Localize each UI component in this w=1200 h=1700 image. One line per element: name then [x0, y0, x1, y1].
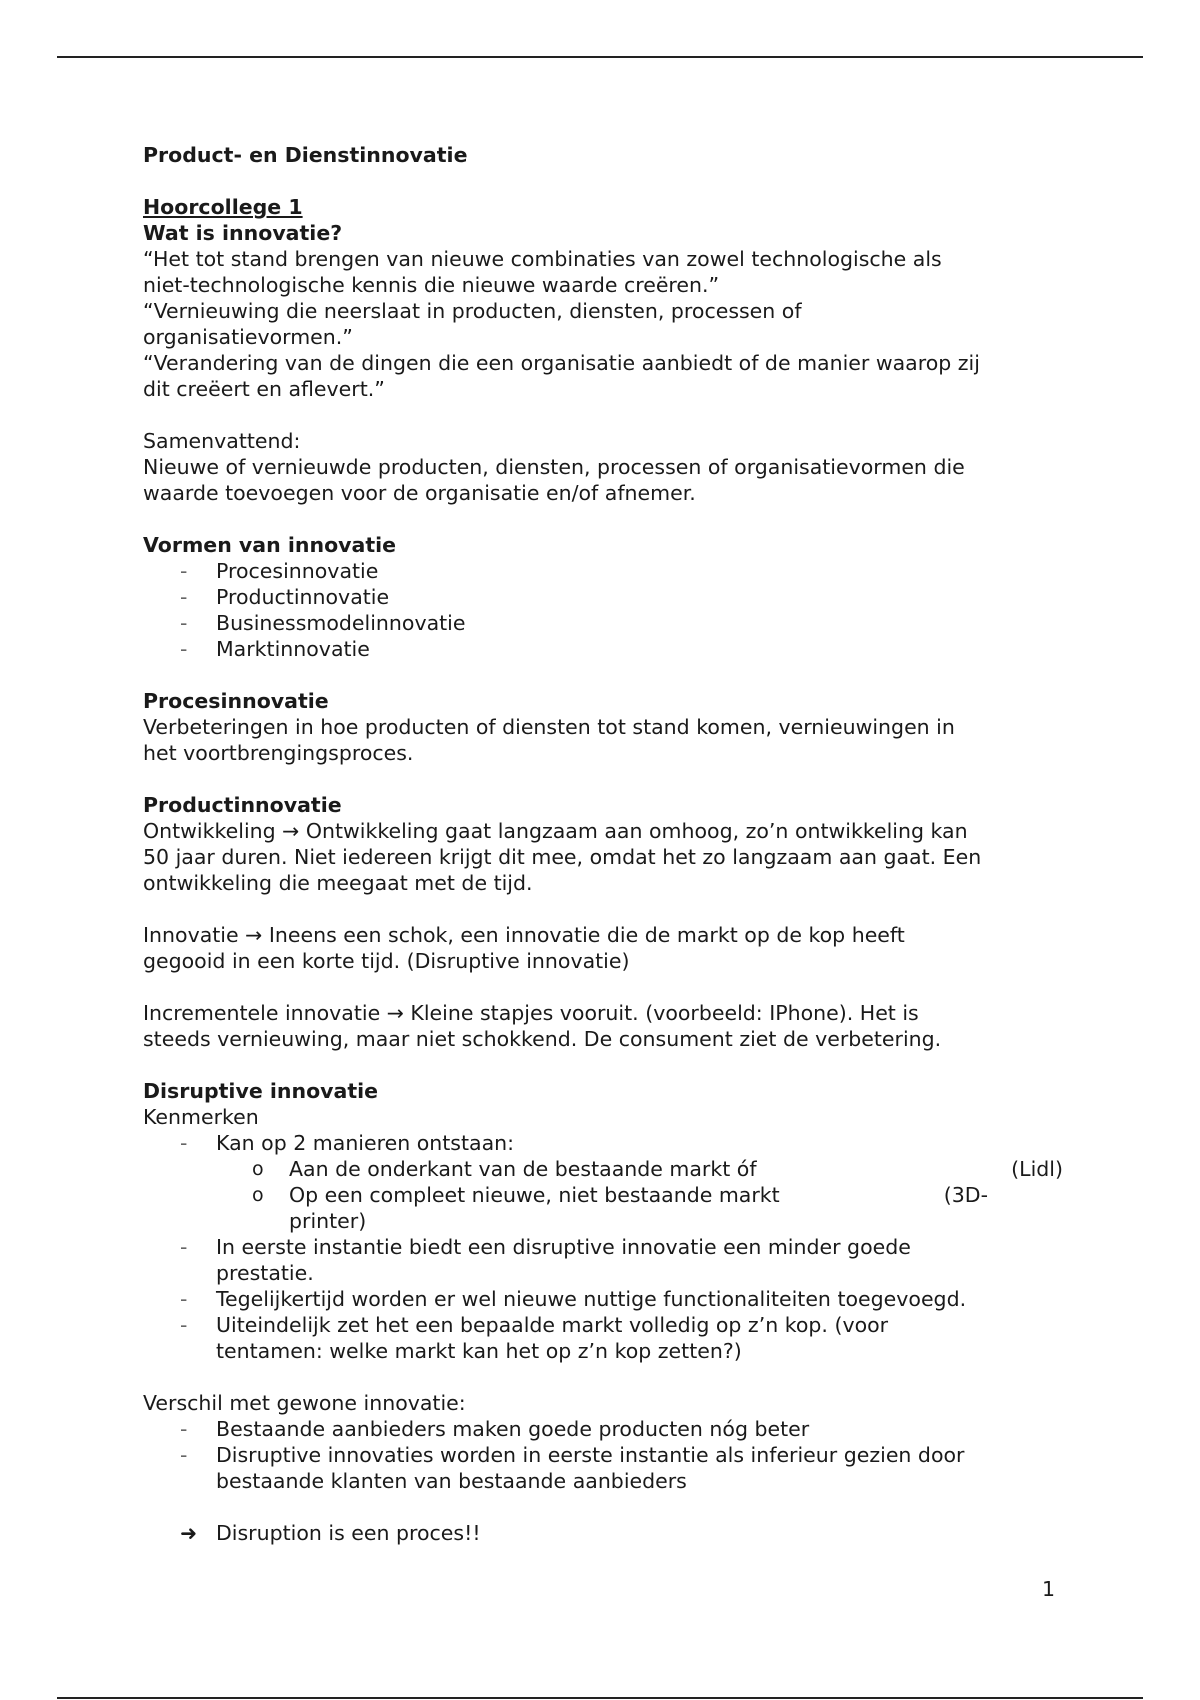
lecture-heading: Hoorcollege 1	[143, 195, 303, 219]
sub-list	[216, 1156, 1063, 1234]
list-item: - In eerste instantie biedt een disruptive innovatie een minder goede prestatie.	[180, 1235, 911, 1285]
disruptive-heading: Disruptive innovatie	[143, 1079, 379, 1103]
document-title: Product- en Dienstinnovatie	[143, 143, 468, 167]
product-p2-line-1: Innovatie → Ineens een schok, een innovatie die de markt op de kop heeft	[143, 923, 905, 947]
product-heading: Productinnovatie	[143, 793, 342, 817]
product-p1-line-2: 50 jaar duren. Niet iedereen krijgt dit mee, omdat het zo langzaam aan gaat. Een	[143, 845, 982, 869]
page-number: 1	[1042, 1577, 1056, 1601]
sub-list-item: o Op een compleet nieuwe, niet bestaande markt (3D- printer)	[252, 1183, 988, 1233]
dash-bullet-icon: -	[180, 611, 188, 635]
quote-1-line-2: niet-technologische kennis die nieuwe waarde creëren.”	[143, 273, 720, 297]
summary-line-1: Nieuwe of vernieuwde producten, diensten, processen of organisatievormen die	[143, 455, 965, 479]
list-item: - Procesinnovatie	[180, 559, 379, 583]
what-is-heading: Wat is innovatie?	[143, 221, 343, 245]
header-rule	[57, 56, 1143, 58]
quote-2-line-1: “Vernieuwing die neerslaat in producten, diensten, processen of	[143, 299, 802, 323]
sub-list-item: o Aan de onderkant van de bestaande markt óf (Lidl)	[252, 1157, 1063, 1181]
quote-3-line-2: dit creëert en aflevert.”	[143, 377, 385, 401]
disruptive-list	[143, 1130, 1063, 1364]
difference-label: Verschil met gewone innovatie:	[143, 1391, 466, 1415]
quote-3-line-1: “Verandering van de dingen die een organisatie aanbiedt of de manier waarop zij	[143, 351, 980, 375]
dash-bullet-icon: -	[180, 1287, 188, 1311]
list-item: - Businessmodelinnovatie	[180, 611, 466, 635]
list-item: - Disruptive innovaties worden in eerste instantie als inferieur gezien door bestaande klanten van bestaande aanbieders	[180, 1443, 965, 1493]
quote-1-line-1: “Het tot stand brengen van nieuwe combinaties van zowel technologische als	[143, 247, 942, 271]
dash-bullet-icon: -	[180, 559, 188, 583]
list-item: - Uiteindelijk zet het een bepaalde markt volledig op z’n kop. (voor tentamen: welke markt kan het op z’n kop zetten?)	[180, 1313, 889, 1363]
list-item: - Bestaande aanbieders maken goede producten nóg beter	[180, 1417, 810, 1441]
footer-rule	[57, 1697, 1143, 1699]
dash-bullet-icon: -	[180, 1417, 188, 1441]
arrow-right-icon: ➜	[180, 1521, 198, 1545]
dash-bullet-icon: -	[180, 1131, 188, 1155]
dash-bullet-icon: -	[180, 585, 188, 609]
process-line-2: het voortbrengingsproces.	[143, 741, 414, 765]
product-p1-line-3: ontwikkeling die meegaat met de tijd.	[143, 871, 533, 895]
summary-label: Samenvattend:	[143, 429, 301, 453]
product-p3-line-2: steeds vernieuwing, maar niet schokkend. De consument ziet de verbetering.	[143, 1027, 942, 1051]
circle-bullet-icon: o	[252, 1158, 264, 1180]
disruptive-label: Kenmerken	[143, 1105, 259, 1129]
forms-heading: Vormen van innovatie	[143, 533, 397, 557]
dash-bullet-icon: -	[180, 637, 188, 661]
example-note: (Lidl)	[1011, 1157, 1063, 1181]
list-item: - Tegelijkertijd worden er wel nieuwe nuttige functionaliteiten toegevoegd.	[180, 1287, 967, 1311]
document-body	[143, 142, 1063, 1546]
list-item: - Kan op 2 manieren ontstaan: o Aan de onderkant van de bestaande markt óf (Lidl) o Op een compleet nieuwe, niet bestaande markt (3D- printer)	[180, 1131, 1063, 1233]
process-heading: Procesinnovatie	[143, 689, 329, 713]
summary-line-2: waarde toevoegen voor de organisatie en/of afnemer.	[143, 481, 696, 505]
dash-bullet-icon: -	[180, 1313, 188, 1337]
product-p3-line-1: Incrementele innovatie → Kleine stapjes vooruit. (voorbeeld: IPhone). Het is	[143, 1001, 919, 1025]
difference-list	[143, 1416, 1063, 1494]
product-p1-line-1: Ontwikkeling → Ontwikkeling gaat langzaam aan omhoog, zo’n ontwikkeling kan	[143, 819, 968, 843]
list-item: - Marktinnovatie	[180, 637, 370, 661]
circle-bullet-icon: o	[252, 1184, 264, 1206]
dash-bullet-icon: -	[180, 1235, 188, 1259]
list-item: - Productinnovatie	[180, 585, 390, 609]
conclusion-line: ➜ Disruption is een proces!!	[180, 1521, 481, 1545]
example-note: (3D-	[943, 1183, 988, 1207]
forms-list	[143, 558, 1063, 662]
process-line-1: Verbeteringen in hoe producten of diensten tot stand komen, vernieuwingen in	[143, 715, 955, 739]
dash-bullet-icon: -	[180, 1443, 188, 1467]
quote-2-line-2: organisatievormen.”	[143, 325, 353, 349]
product-p2-line-2: gegooid in een korte tijd. (Disruptive innovatie)	[143, 949, 630, 973]
